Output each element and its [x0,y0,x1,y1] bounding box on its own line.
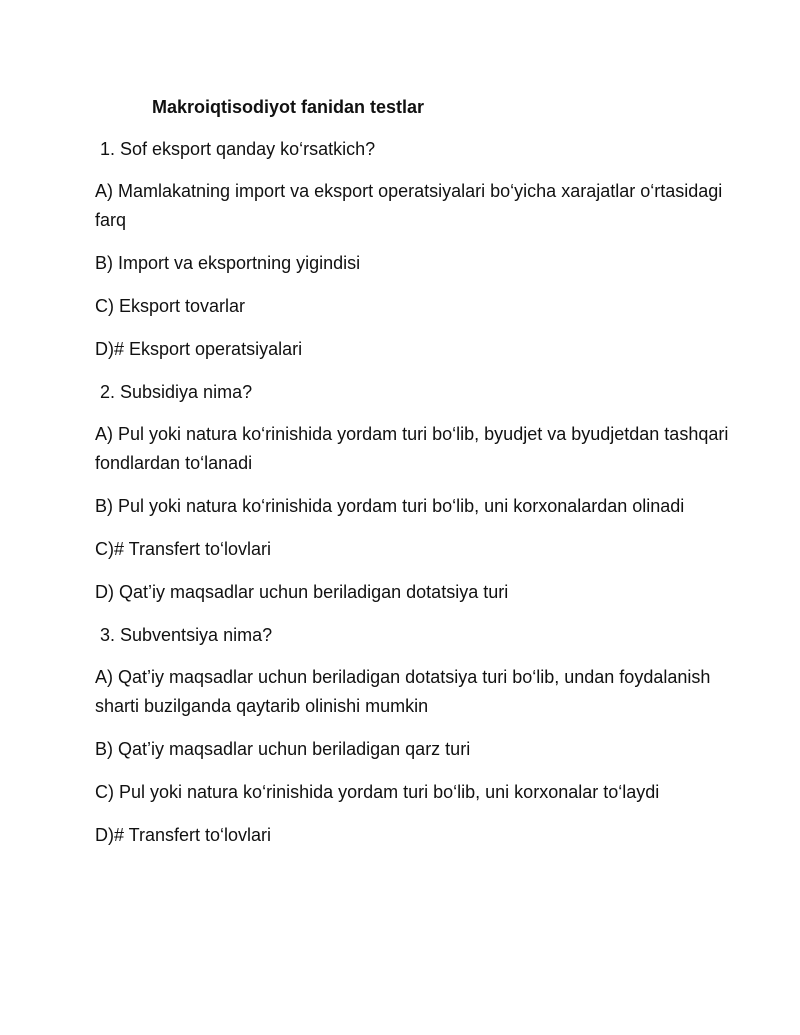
question-1-option-c: C) Eksport tovarlar [95,296,246,316]
document-content [95,94,735,864]
question-1-option-b: B) Import va eksportning yigindisi [95,253,361,273]
question-2-option-b: B) Pul yoki natura ko‘rinishida yordam turi bo‘lib, uni korxonalardan olinadi [95,496,685,516]
question-1: 1. Sof eksport qanday ko‘rsatkich? [100,139,376,159]
question-3: 3. Subventsiya nima? [100,625,273,645]
question-3-option-a: A) Qat’iy maqsadlar uchun beriladigan dotatsiya turi bo‘lib, undan foydalanish sharti buzilganda qaytarib olinishi mumkin [95,667,711,716]
question-3-option-d: D)# Transfert to‘lovlari [95,825,272,845]
question-2: 2. Subsidiya nima? [100,382,253,402]
question-1-option-d: D)# Eksport operatsiyalari [95,339,303,359]
document-title: Makroiqtisodiyot fanidan testlar [152,97,425,117]
question-3-option-b: B) Qat’iy maqsadlar uchun beriladigan qarz turi [95,739,471,759]
question-3-option-c: C) Pul yoki natura ko‘rinishida yordam turi bo‘lib, uni korxonalar to‘laydi [95,782,660,802]
question-2-option-a: A) Pul yoki natura ko‘rinishida yordam turi bo‘lib, byudjet va byudjetdan tashqari fondlardan to‘lanadi [95,424,729,473]
question-2-option-d: D) Qat’iy maqsadlar uchun beriladigan dotatsiya turi [95,582,509,602]
question-2-option-c: C)# Transfert to‘lovlari [95,539,272,559]
question-1-option-a: A) Mamlakatning import va eksport operatsiyalari bo‘yicha xarajatlar o‘rtasidagi farq [95,181,723,230]
